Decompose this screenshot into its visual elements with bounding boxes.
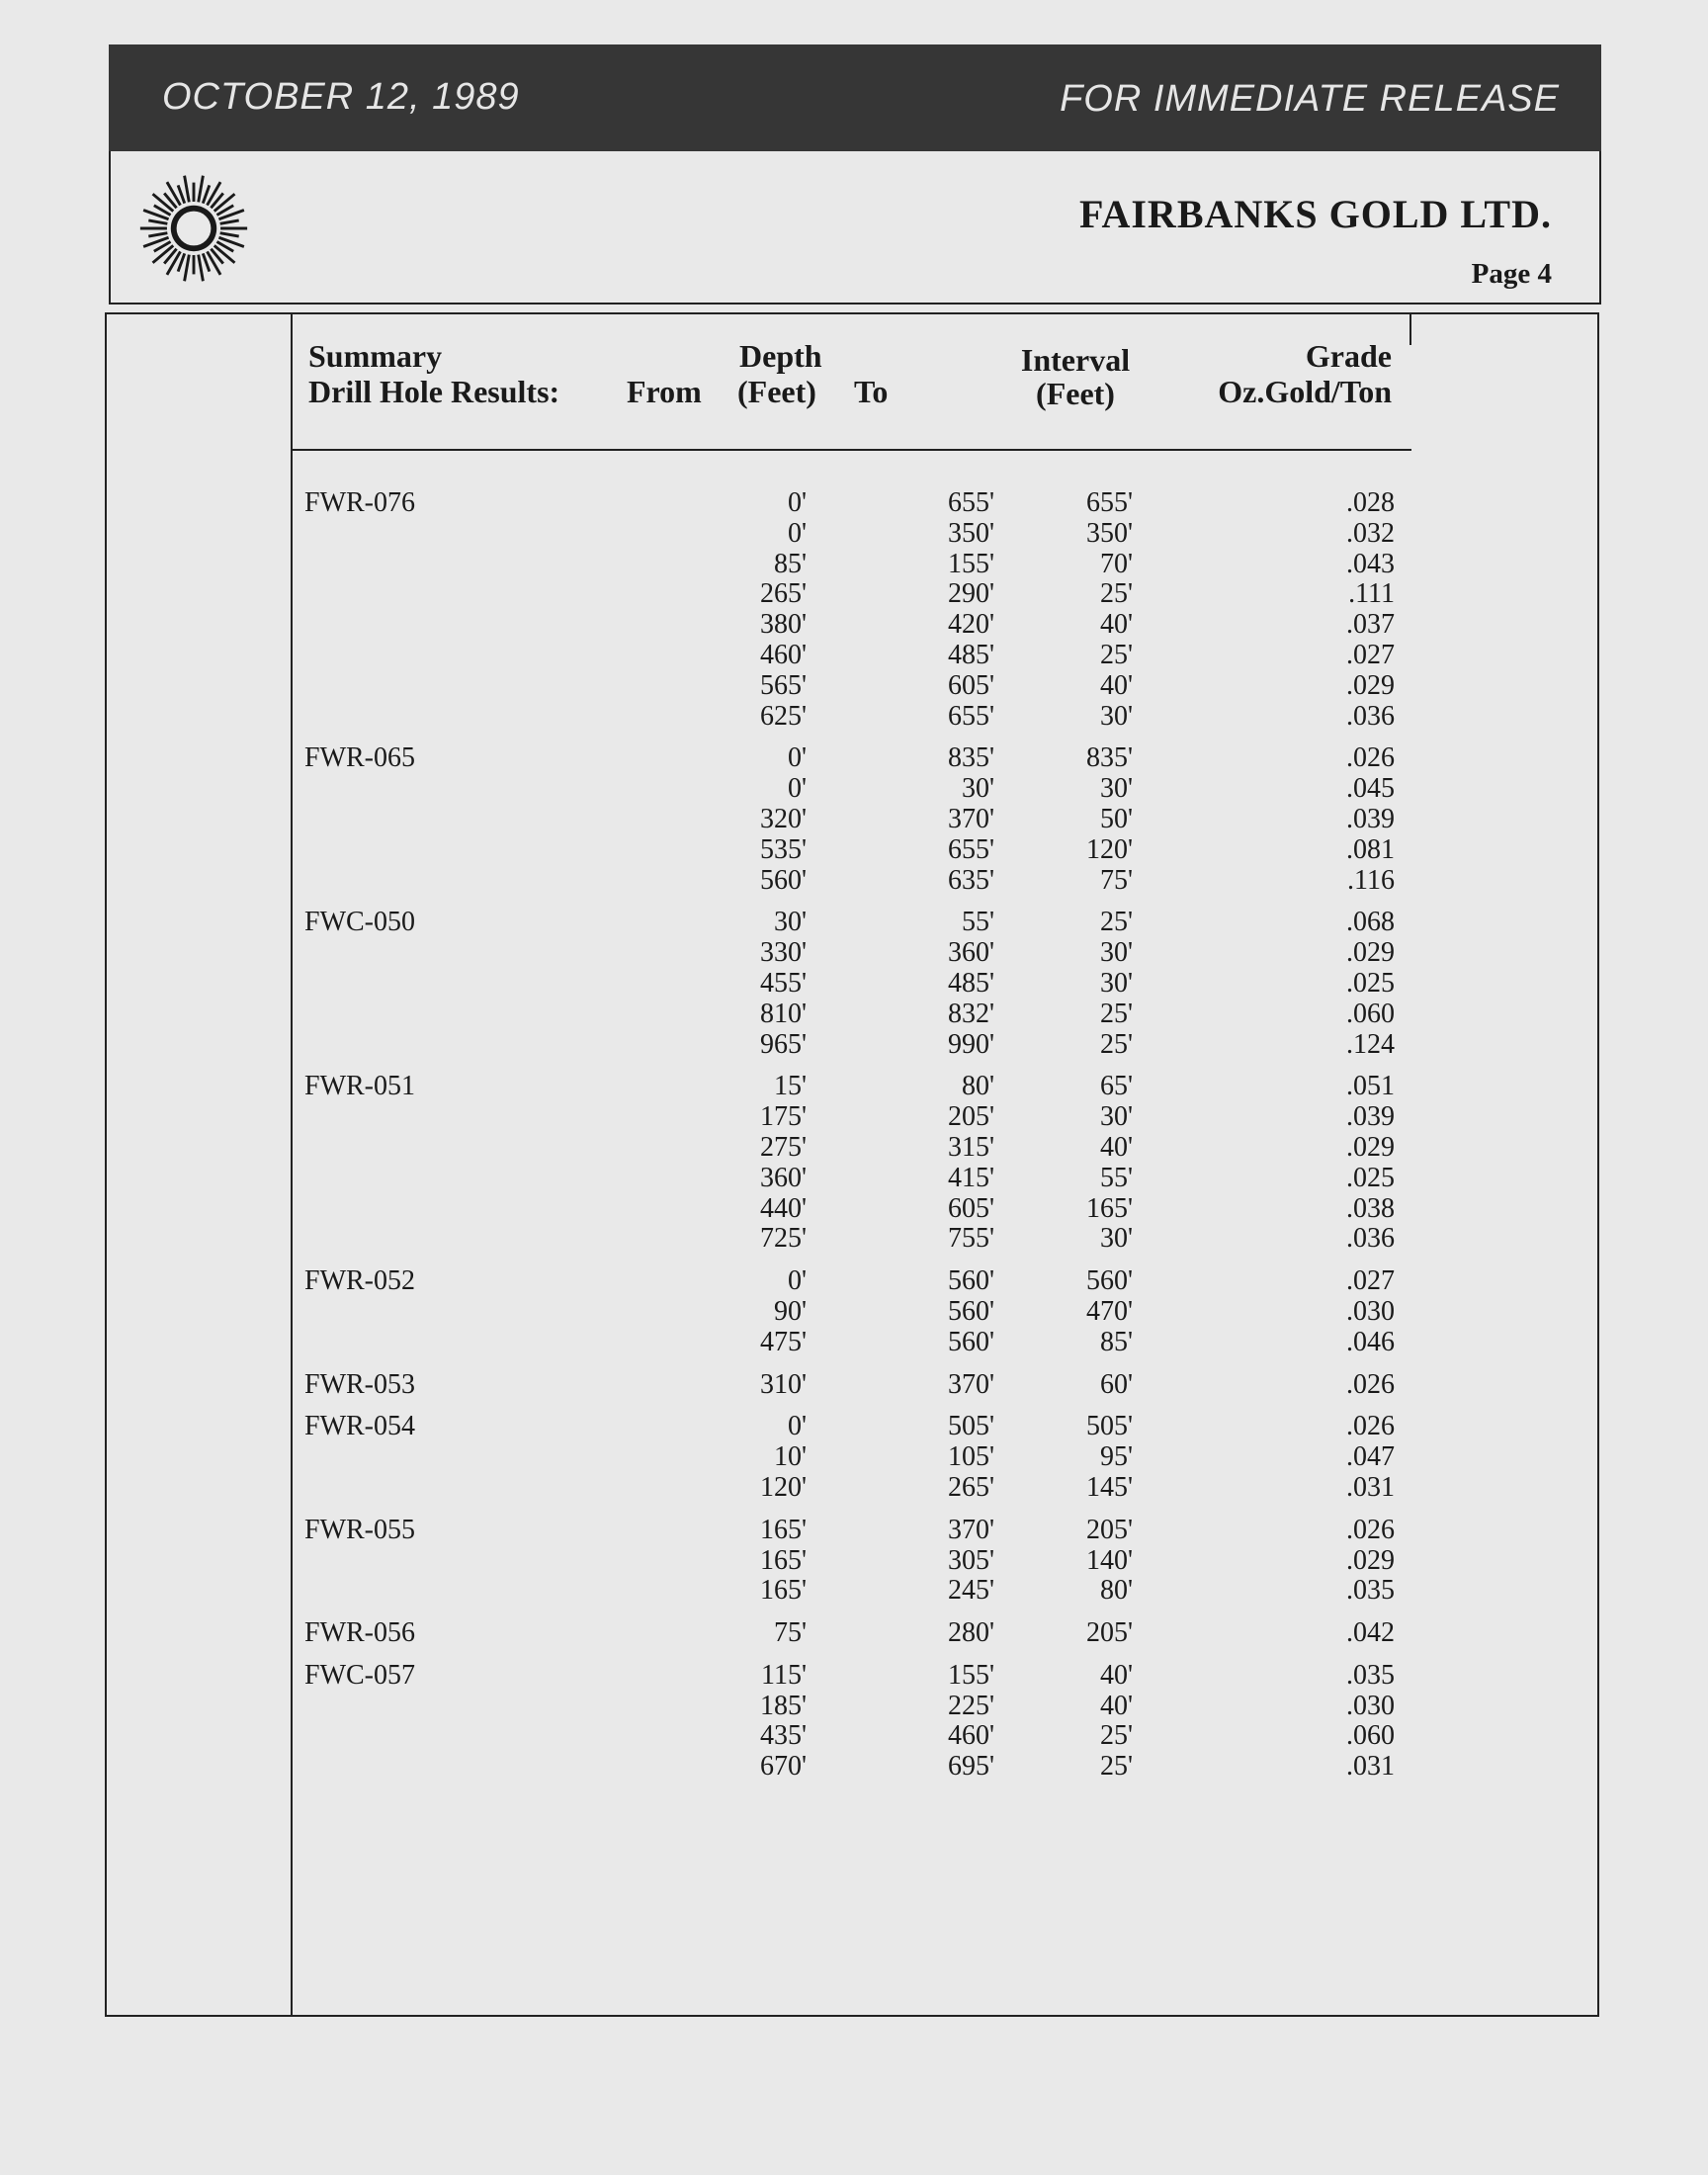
grade-value: .026 xyxy=(1346,1411,1395,1442)
grade-value: .081 xyxy=(1346,833,1395,865)
grade-value: .043 xyxy=(1346,548,1395,579)
table-row xyxy=(107,866,1597,897)
table-row xyxy=(107,908,1597,938)
table-row xyxy=(107,1297,1597,1328)
from-value: 320' xyxy=(759,803,807,834)
grade-value: .025 xyxy=(1346,967,1395,999)
table-row xyxy=(107,671,1597,702)
from-value: 10' xyxy=(773,1441,807,1473)
table-row xyxy=(107,835,1597,866)
table-row xyxy=(107,1752,1597,1783)
to-value: 655' xyxy=(947,833,994,865)
table-row xyxy=(107,579,1597,610)
from-value: 965' xyxy=(759,1028,807,1060)
drill-hole-id: FWR-053 xyxy=(304,1368,415,1400)
from-value: 435' xyxy=(759,1720,807,1752)
interval-value: 30' xyxy=(1099,1101,1133,1133)
to-value: 290' xyxy=(947,578,994,610)
from-value: 330' xyxy=(759,937,807,969)
from-value: 0' xyxy=(787,742,807,774)
table-row xyxy=(107,1412,1597,1442)
summary-header xyxy=(308,338,559,409)
grade-value: .047 xyxy=(1346,1441,1395,1473)
table-row xyxy=(107,702,1597,733)
grade-value: .030 xyxy=(1346,1295,1395,1327)
to-value: 605' xyxy=(947,1192,994,1224)
interval-value: 70' xyxy=(1099,548,1133,579)
table-row xyxy=(107,1692,1597,1722)
interval-value: 55' xyxy=(1099,1162,1133,1193)
grade-value: .045 xyxy=(1346,773,1395,805)
grade-value: .037 xyxy=(1346,609,1395,641)
to-value: 370' xyxy=(947,1514,994,1545)
table-row xyxy=(107,743,1597,774)
from-value: 440' xyxy=(759,1192,807,1224)
to-value: 415' xyxy=(947,1162,994,1193)
to-value: 245' xyxy=(947,1575,994,1607)
to-value: 990' xyxy=(947,1028,994,1060)
drill-hole-id: FWR-051 xyxy=(304,1071,415,1102)
grade-value: .026 xyxy=(1346,742,1395,774)
from-header: From xyxy=(627,374,702,409)
from-value: 560' xyxy=(759,864,807,896)
table-row xyxy=(107,1164,1597,1194)
table-row xyxy=(107,1072,1597,1102)
to-value: 315' xyxy=(947,1131,994,1163)
from-value: 165' xyxy=(759,1575,807,1607)
depth-header: Depth xyxy=(739,338,822,374)
grade-value: .032 xyxy=(1346,517,1395,549)
grade-value: .029 xyxy=(1346,1131,1395,1163)
interval-value: 350' xyxy=(1085,517,1133,549)
table-row xyxy=(107,1000,1597,1030)
to-value: 655' xyxy=(947,700,994,732)
grade-value: .030 xyxy=(1346,1690,1395,1721)
drill-hole-group xyxy=(107,908,1597,1060)
from-value: 380' xyxy=(759,609,807,641)
interval-value: 40' xyxy=(1099,1131,1133,1163)
grade-value: .029 xyxy=(1346,669,1395,701)
drill-hole-group xyxy=(107,1516,1597,1607)
drill-hole-id: FWR-054 xyxy=(304,1411,415,1442)
drill-hole-group xyxy=(107,488,1597,732)
from-value: 75' xyxy=(773,1617,807,1649)
from-value: 810' xyxy=(759,998,807,1029)
table-row xyxy=(107,1721,1597,1752)
to-value: 560' xyxy=(947,1265,994,1297)
grade-value: .046 xyxy=(1346,1326,1395,1357)
table-row xyxy=(107,1546,1597,1577)
table-row xyxy=(107,1661,1597,1692)
interval-value: 140' xyxy=(1085,1544,1133,1576)
grade-value: .026 xyxy=(1346,1368,1395,1400)
from-value: 185' xyxy=(759,1690,807,1721)
interval-unit-header: (Feet) xyxy=(1036,376,1115,411)
drill-hole-id: FWR-052 xyxy=(304,1265,415,1297)
table-row xyxy=(107,805,1597,835)
from-value: 85' xyxy=(773,548,807,579)
to-value: 485' xyxy=(947,967,994,999)
from-value: 535' xyxy=(759,833,807,865)
drill-hole-group xyxy=(107,1266,1597,1357)
from-value: 625' xyxy=(759,700,807,732)
grade-value: .035 xyxy=(1346,1659,1395,1691)
grade-value: .111 xyxy=(1348,578,1395,610)
to-value: 155' xyxy=(947,1659,994,1691)
table-row xyxy=(107,519,1597,550)
interval-value: 30' xyxy=(1099,773,1133,805)
to-value: 55' xyxy=(961,907,994,938)
grade-value: .068 xyxy=(1346,907,1395,938)
table-body xyxy=(107,488,1597,1794)
interval-value: 205' xyxy=(1085,1617,1133,1649)
interval-value: 470' xyxy=(1085,1295,1133,1327)
grade-value: .036 xyxy=(1346,1223,1395,1255)
table-row xyxy=(107,1266,1597,1297)
interval-value: 50' xyxy=(1099,803,1133,834)
to-value: 635' xyxy=(947,864,994,896)
grade-value: .039 xyxy=(1346,1101,1395,1133)
interval-value: 25' xyxy=(1099,639,1133,670)
drill-hole-id: FWC-057 xyxy=(304,1659,415,1691)
grade-value: .124 xyxy=(1346,1028,1395,1060)
company-name: FAIRBANKS GOLD LTD. xyxy=(1079,192,1552,236)
grade-value: .031 xyxy=(1346,1751,1395,1783)
from-value: 90' xyxy=(773,1295,807,1327)
drill-hole-id: FWR-076 xyxy=(304,487,415,518)
from-value: 175' xyxy=(759,1101,807,1133)
table-row xyxy=(107,1133,1597,1164)
summary-header-line2: Drill Hole Results: xyxy=(308,374,560,409)
grade-unit-header: Oz.Gold/Ton xyxy=(1218,374,1392,409)
interval-value: 120' xyxy=(1085,833,1133,865)
table-row xyxy=(107,641,1597,671)
from-value: 310' xyxy=(759,1368,807,1400)
table-divider-right xyxy=(1409,314,1411,345)
grade-header: Grade xyxy=(1305,338,1392,374)
from-value: 725' xyxy=(759,1223,807,1255)
from-value: 670' xyxy=(759,1751,807,1783)
table-row xyxy=(107,550,1597,580)
header-rule xyxy=(291,449,1411,451)
drill-hole-group xyxy=(107,743,1597,896)
interval-value: 25' xyxy=(1099,1720,1133,1752)
to-value: 280' xyxy=(947,1617,994,1649)
drill-hole-group xyxy=(107,1412,1597,1503)
interval-value: 505' xyxy=(1085,1411,1133,1442)
table-row xyxy=(107,938,1597,969)
to-value: 560' xyxy=(947,1295,994,1327)
to-value: 155' xyxy=(947,548,994,579)
interval-value: 25' xyxy=(1099,998,1133,1029)
from-value: 565' xyxy=(759,669,807,701)
interval-value: 205' xyxy=(1085,1514,1133,1545)
interval-value: 835' xyxy=(1085,742,1133,774)
table-row xyxy=(107,1224,1597,1255)
table-row xyxy=(107,1194,1597,1225)
interval-value: 165' xyxy=(1085,1192,1133,1224)
drill-hole-id: FWR-055 xyxy=(304,1514,415,1545)
to-value: 485' xyxy=(947,639,994,670)
grade-value: .116 xyxy=(1347,864,1395,896)
to-value: 205' xyxy=(947,1101,994,1133)
to-value: 505' xyxy=(947,1411,994,1442)
from-value: 265' xyxy=(759,578,807,610)
table-row xyxy=(107,969,1597,1000)
drill-results-table xyxy=(105,312,1599,2017)
to-value: 655' xyxy=(947,487,994,518)
to-value: 30' xyxy=(961,773,994,805)
to-value: 360' xyxy=(947,937,994,969)
to-value: 105' xyxy=(947,1441,994,1473)
from-value: 120' xyxy=(759,1471,807,1503)
drill-hole-group xyxy=(107,1072,1597,1255)
interval-value: 75' xyxy=(1099,864,1133,896)
to-value: 460' xyxy=(947,1720,994,1752)
interval-value: 30' xyxy=(1099,700,1133,732)
table-row xyxy=(107,774,1597,805)
table-row xyxy=(107,610,1597,641)
table-row xyxy=(107,1516,1597,1546)
interval-value: 30' xyxy=(1099,967,1133,999)
interval-value: 655' xyxy=(1085,487,1133,518)
table-row xyxy=(107,1618,1597,1649)
from-value: 165' xyxy=(759,1514,807,1545)
to-value: 695' xyxy=(947,1751,994,1783)
grade-value: .029 xyxy=(1346,937,1395,969)
from-value: 30' xyxy=(773,907,807,938)
from-value: 455' xyxy=(759,967,807,999)
from-value: 0' xyxy=(787,517,807,549)
grade-value: .031 xyxy=(1346,1471,1395,1503)
drill-hole-group xyxy=(107,1370,1597,1401)
depth-unit-header: (Feet) xyxy=(737,374,816,409)
grade-value: .060 xyxy=(1346,998,1395,1029)
to-value: 560' xyxy=(947,1326,994,1357)
interval-value: 60' xyxy=(1099,1368,1133,1400)
table-row xyxy=(107,488,1597,519)
interval-value: 560' xyxy=(1085,1265,1133,1297)
page-number: Page 4 xyxy=(1471,258,1552,290)
table-row xyxy=(107,1442,1597,1473)
letterhead xyxy=(109,151,1601,304)
table-row xyxy=(107,1328,1597,1358)
from-value: 115' xyxy=(760,1659,807,1691)
from-value: 475' xyxy=(759,1326,807,1357)
grade-value: .036 xyxy=(1346,700,1395,732)
grade-value: .027 xyxy=(1346,1265,1395,1297)
to-value: 755' xyxy=(947,1223,994,1255)
grade-value: .038 xyxy=(1346,1192,1395,1224)
interval-value: 145' xyxy=(1085,1471,1133,1503)
grade-value: .039 xyxy=(1346,803,1395,834)
interval-value: 65' xyxy=(1099,1071,1133,1102)
interval-value: 25' xyxy=(1099,907,1133,938)
from-value: 360' xyxy=(759,1162,807,1193)
to-value: 350' xyxy=(947,517,994,549)
interval-value: 85' xyxy=(1099,1326,1133,1357)
interval-value: 25' xyxy=(1099,1751,1133,1783)
to-value: 265' xyxy=(947,1471,994,1503)
to-value: 832' xyxy=(947,998,994,1029)
drill-hole-group xyxy=(107,1618,1597,1649)
grade-value: .025 xyxy=(1346,1162,1395,1193)
from-value: 15' xyxy=(773,1071,807,1102)
sunburst-logo-icon xyxy=(136,171,251,286)
from-value: 165' xyxy=(759,1544,807,1576)
interval-value: 30' xyxy=(1099,1223,1133,1255)
from-value: 0' xyxy=(787,1265,807,1297)
interval-value: 40' xyxy=(1099,1690,1133,1721)
grade-value: .035 xyxy=(1346,1575,1395,1607)
to-value: 305' xyxy=(947,1544,994,1576)
grade-value: .051 xyxy=(1346,1071,1395,1102)
interval-value: 30' xyxy=(1099,937,1133,969)
to-value: 835' xyxy=(947,742,994,774)
interval-value: 40' xyxy=(1099,669,1133,701)
to-value: 225' xyxy=(947,1690,994,1721)
grade-value: .026 xyxy=(1346,1514,1395,1545)
drill-hole-id: FWR-065 xyxy=(304,742,415,774)
release-label: FOR IMMEDIATE RELEASE xyxy=(1060,78,1560,120)
drill-hole-id: FWR-056 xyxy=(304,1617,415,1649)
table-row xyxy=(107,1030,1597,1061)
table-row xyxy=(107,1576,1597,1607)
drill-hole-group xyxy=(107,1661,1597,1783)
from-value: 0' xyxy=(787,487,807,518)
grade-value: .028 xyxy=(1346,487,1395,518)
grade-value: .027 xyxy=(1346,639,1395,670)
to-value: 370' xyxy=(947,803,994,834)
interval-value: 40' xyxy=(1099,609,1133,641)
release-banner xyxy=(109,44,1601,151)
table-row xyxy=(107,1102,1597,1133)
grade-value: .060 xyxy=(1346,1720,1395,1752)
interval-value: 40' xyxy=(1099,1659,1133,1691)
table-row xyxy=(107,1473,1597,1504)
to-value: 80' xyxy=(961,1071,994,1102)
to-value: 420' xyxy=(947,609,994,641)
table-row xyxy=(107,1370,1597,1401)
from-value: 460' xyxy=(759,639,807,670)
drill-hole-id: FWC-050 xyxy=(304,907,415,938)
to-value: 370' xyxy=(947,1368,994,1400)
from-value: 275' xyxy=(759,1131,807,1163)
interval-value: 25' xyxy=(1099,1028,1133,1060)
from-value: 0' xyxy=(787,1411,807,1442)
to-value: 605' xyxy=(947,669,994,701)
release-date: OCTOBER 12, 1989 xyxy=(162,76,520,118)
to-header: To xyxy=(854,374,889,409)
interval-value: 95' xyxy=(1099,1441,1133,1473)
grade-value: .042 xyxy=(1346,1617,1395,1649)
grade-value: .029 xyxy=(1346,1544,1395,1576)
from-value: 0' xyxy=(787,773,807,805)
summary-header-line1: Summary xyxy=(308,338,443,374)
interval-value: 80' xyxy=(1099,1575,1133,1607)
interval-value: 25' xyxy=(1099,578,1133,610)
interval-header: Interval xyxy=(1020,342,1131,378)
